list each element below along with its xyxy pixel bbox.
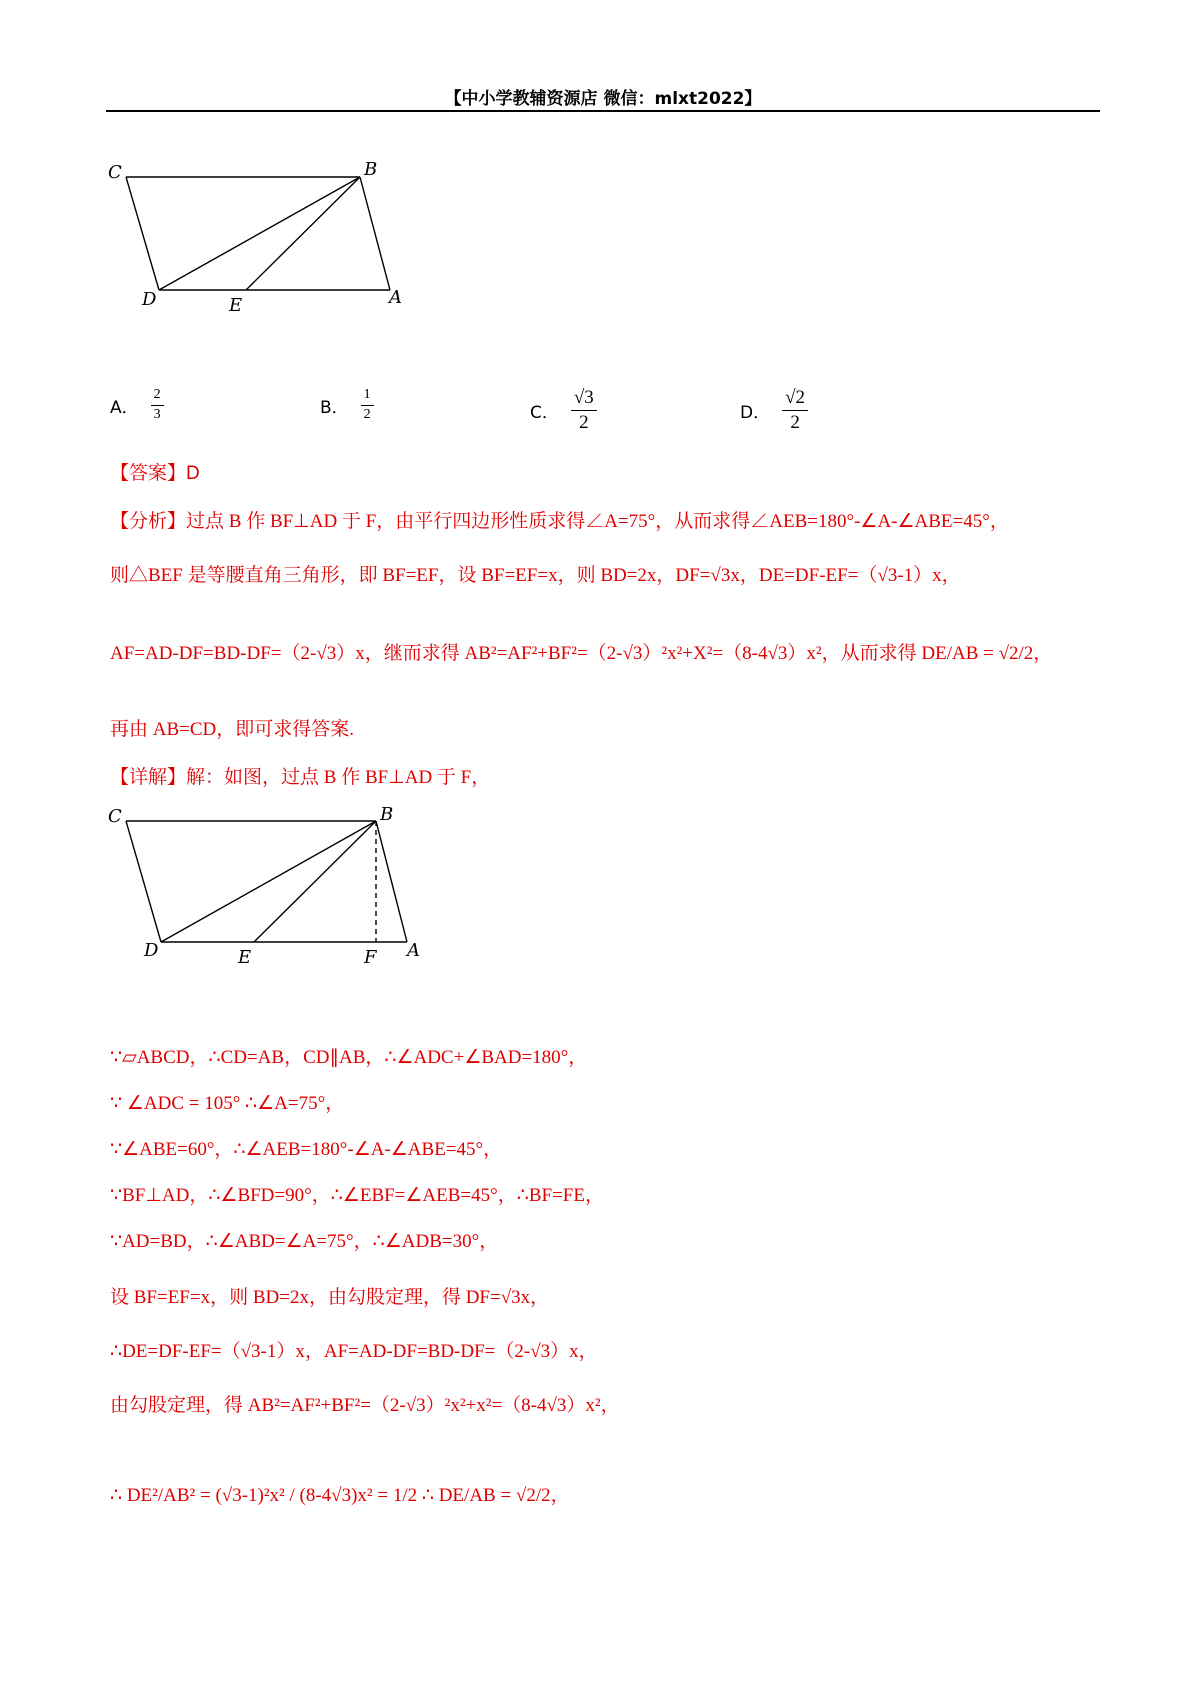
- parallelogram-figure-1: [0, 0, 1200, 320]
- option-a[interactable]: [110, 388, 164, 422]
- analysis-line-3: AF=AD-DF=BD-DF=（2-√3）x，继而求得 AB²=AF²+BF²=（2-√3）²x²+X²=（8-4√3）x²，从而求得 DE/AB = √2/2，: [110, 643, 1053, 664]
- option-d-key: D．: [740, 402, 771, 423]
- detail-step-5: ∵AD=BD，∴∠ABD=∠A=75°，∴∠ADB=30°，: [110, 1231, 499, 1252]
- segment-eb: [246, 177, 360, 290]
- analysis-line-4: 再由 AB=CD，即可求得答案.: [110, 719, 355, 740]
- option-b[interactable]: [320, 388, 374, 422]
- answer-options: [0, 388, 1200, 448]
- option-c-denominator: 2: [579, 411, 589, 433]
- analysis-line-1: [110, 506, 1009, 533]
- detail-tag: 【详解】: [110, 767, 187, 788]
- label-b: B: [364, 159, 378, 180]
- segment-db: [159, 177, 360, 290]
- option-a-key: A．: [110, 397, 139, 418]
- detail-step-9: ∴ DE²/AB² = (√3-1)²x² / (8-4√3)x² = 1/2 ∴ DE/AB = √2/2，: [110, 1485, 570, 1506]
- analysis-text-1: 过点 B 作 BF⊥AD 于 F，由平行四边形性质求得∠A=75°，从而求得∠AEB=180°-∠A-∠ABE=45°，: [186, 511, 1009, 532]
- label-e-2: E: [238, 947, 252, 968]
- label-a: A: [389, 287, 402, 308]
- detail-step-4: ∵BF⊥AD，∴∠BFD=90°，∴∠EBF=∠AEB=45°，∴BF=FE，: [110, 1185, 604, 1206]
- analysis-line-2: 则△BEF 是等腰直角三角形，即 BF=EF，设 BF=EF=x，则 BD=2x，DF=√3x，DE=DF-EF=（√3-1）x，: [110, 565, 961, 586]
- label-c: C: [108, 162, 122, 183]
- detail-step-1: ∵▱ABCD，∴CD=AB，CD∥AB，∴∠ADC+∠BAD=180°，: [110, 1047, 588, 1068]
- answer-tag: 【答案】: [110, 463, 187, 484]
- label-a-2: A: [407, 940, 420, 961]
- edge-cd-2: [126, 821, 161, 942]
- option-c[interactable]: [530, 388, 597, 433]
- option-a-denominator: 3: [153, 406, 161, 422]
- detail-step-8: 由勾股定理，得 AB²=AF²+BF²=（2-√3）²x²+x²=（8-4√3）x²，: [110, 1395, 620, 1416]
- segment-db-2: [161, 821, 376, 942]
- detail-step-3: ∵∠ABE=60°，∴∠AEB=180°-∠A-∠ABE=45°，: [110, 1139, 503, 1160]
- option-b-numerator: 1: [361, 388, 374, 406]
- segment-eb-2: [254, 821, 376, 942]
- option-d-numerator: √2: [782, 388, 808, 411]
- page-header: 【中小学教辅资源店 微信：mlxt2022】: [444, 89, 762, 109]
- edge-ba: [360, 177, 390, 290]
- option-d-denominator: 2: [790, 411, 800, 433]
- label-c-2: C: [108, 806, 122, 827]
- detail-step-7: ∴DE=DF-EF=（√3-1）x，AF=AD-DF=BD-DF=（2-√3）x，: [110, 1341, 598, 1362]
- edge-cd: [126, 177, 159, 290]
- analysis-tag: 【分析】: [110, 511, 187, 532]
- answer-value: D: [186, 463, 200, 484]
- option-d[interactable]: [740, 388, 808, 433]
- detail-step-2: ∵ ∠ADC = 105° ∴∠A=75°，: [110, 1093, 345, 1114]
- detail-intro-line: [110, 762, 490, 789]
- option-a-numerator: 2: [151, 388, 164, 406]
- label-e: E: [229, 295, 243, 316]
- label-b-2: B: [380, 804, 394, 825]
- option-b-key: B．: [320, 397, 349, 418]
- option-b-denominator: 2: [363, 406, 371, 422]
- option-c-key: C．: [530, 402, 559, 423]
- detail-step-6: 设 BF=EF=x，则 BD=2x，由勾股定理，得 DF=√3x，: [110, 1287, 550, 1308]
- option-c-numerator: √3: [571, 388, 597, 411]
- detail-intro: 解：如图，过点 B 作 BF⊥AD 于 F，: [186, 767, 491, 788]
- edge-ba-2: [376, 821, 407, 942]
- label-f-2: F: [364, 947, 377, 968]
- answer-line: [110, 458, 200, 485]
- label-d-2: D: [144, 940, 159, 961]
- label-d: D: [142, 289, 157, 310]
